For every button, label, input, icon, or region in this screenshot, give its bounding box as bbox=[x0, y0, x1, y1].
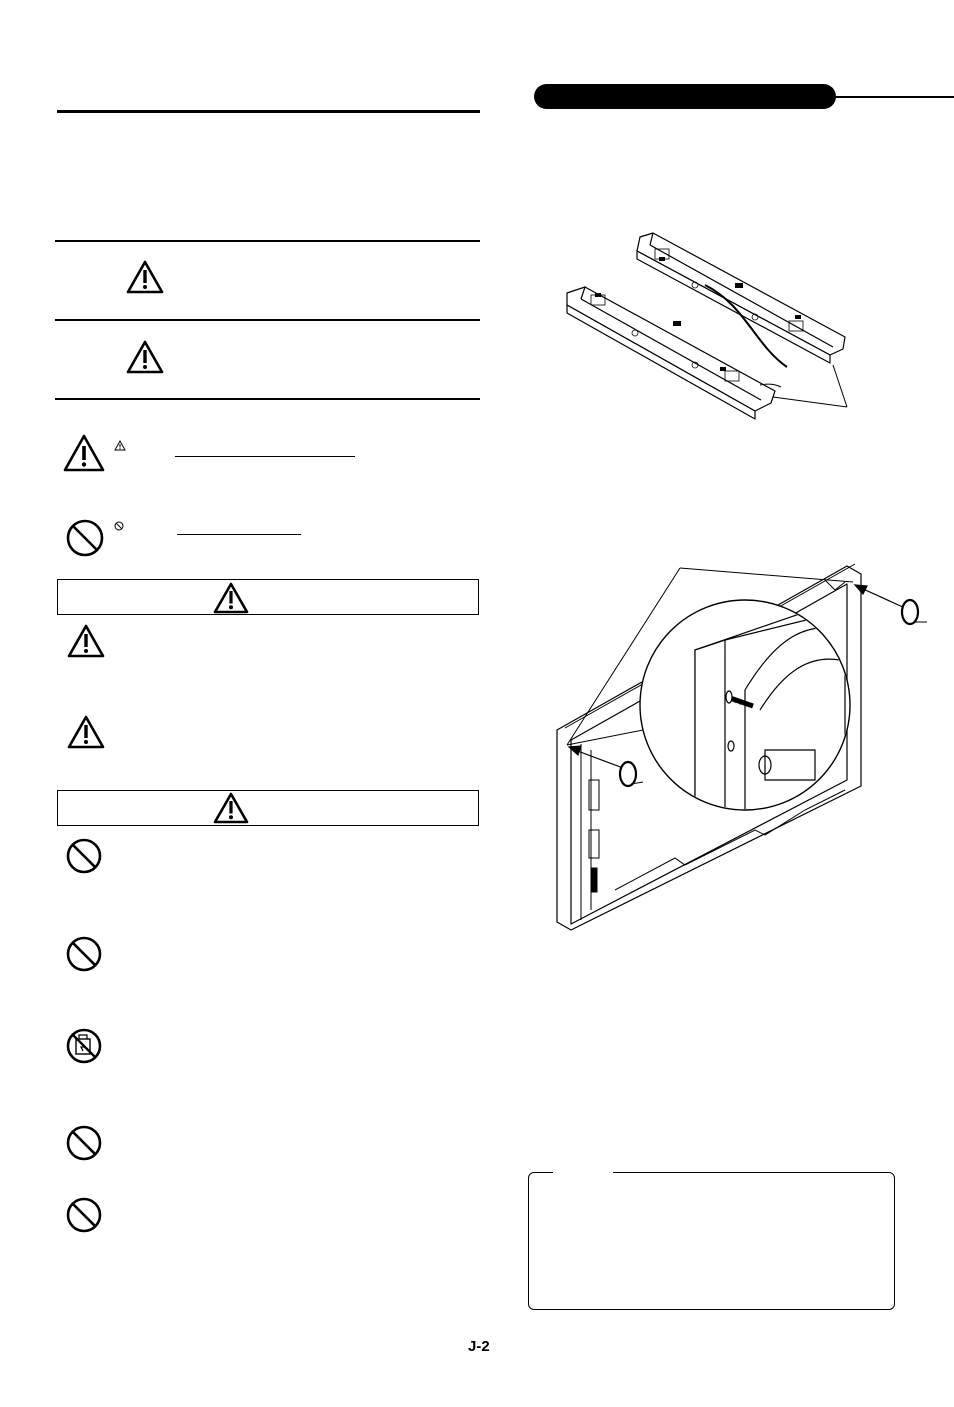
prohibition-circle-icon bbox=[65, 1124, 103, 1162]
note-box bbox=[528, 1172, 895, 1310]
prohibition-circle-icon bbox=[65, 837, 103, 875]
note-box-tab-gap bbox=[553, 1172, 613, 1174]
definition-table-mid-rule bbox=[55, 319, 480, 321]
warning-triangle-icon bbox=[67, 624, 105, 658]
section-heading-rule bbox=[830, 96, 954, 98]
caution-triangle-icon bbox=[126, 340, 164, 374]
page-number: J-2 bbox=[468, 1338, 490, 1355]
warning-triangle-icon bbox=[126, 260, 164, 294]
warning-triangle-icon bbox=[213, 582, 249, 614]
warning-triangle-icon bbox=[63, 434, 105, 472]
no-disassembly-icon bbox=[65, 1027, 103, 1065]
small-prohibition-icon bbox=[114, 521, 124, 531]
caution-banner bbox=[57, 790, 479, 826]
definition-table-top-rule bbox=[55, 240, 480, 242]
symbol-underline-2 bbox=[177, 534, 301, 535]
warning-triangle-icon bbox=[67, 715, 105, 749]
prohibition-circle-icon bbox=[65, 935, 103, 973]
top-heading-rule bbox=[57, 110, 480, 113]
display-mounting-illustration bbox=[555, 560, 945, 935]
warning-banner bbox=[57, 579, 479, 615]
small-warning-triangle-icon bbox=[114, 440, 126, 451]
section-heading-pill bbox=[534, 84, 836, 109]
speaker-bars-illustration bbox=[555, 225, 865, 425]
caution-triangle-icon bbox=[213, 792, 249, 824]
symbol-underline-1 bbox=[175, 456, 355, 457]
prohibition-circle-icon bbox=[65, 1196, 103, 1234]
prohibition-circle-icon bbox=[65, 518, 105, 558]
definition-table-bottom-rule bbox=[55, 398, 480, 400]
